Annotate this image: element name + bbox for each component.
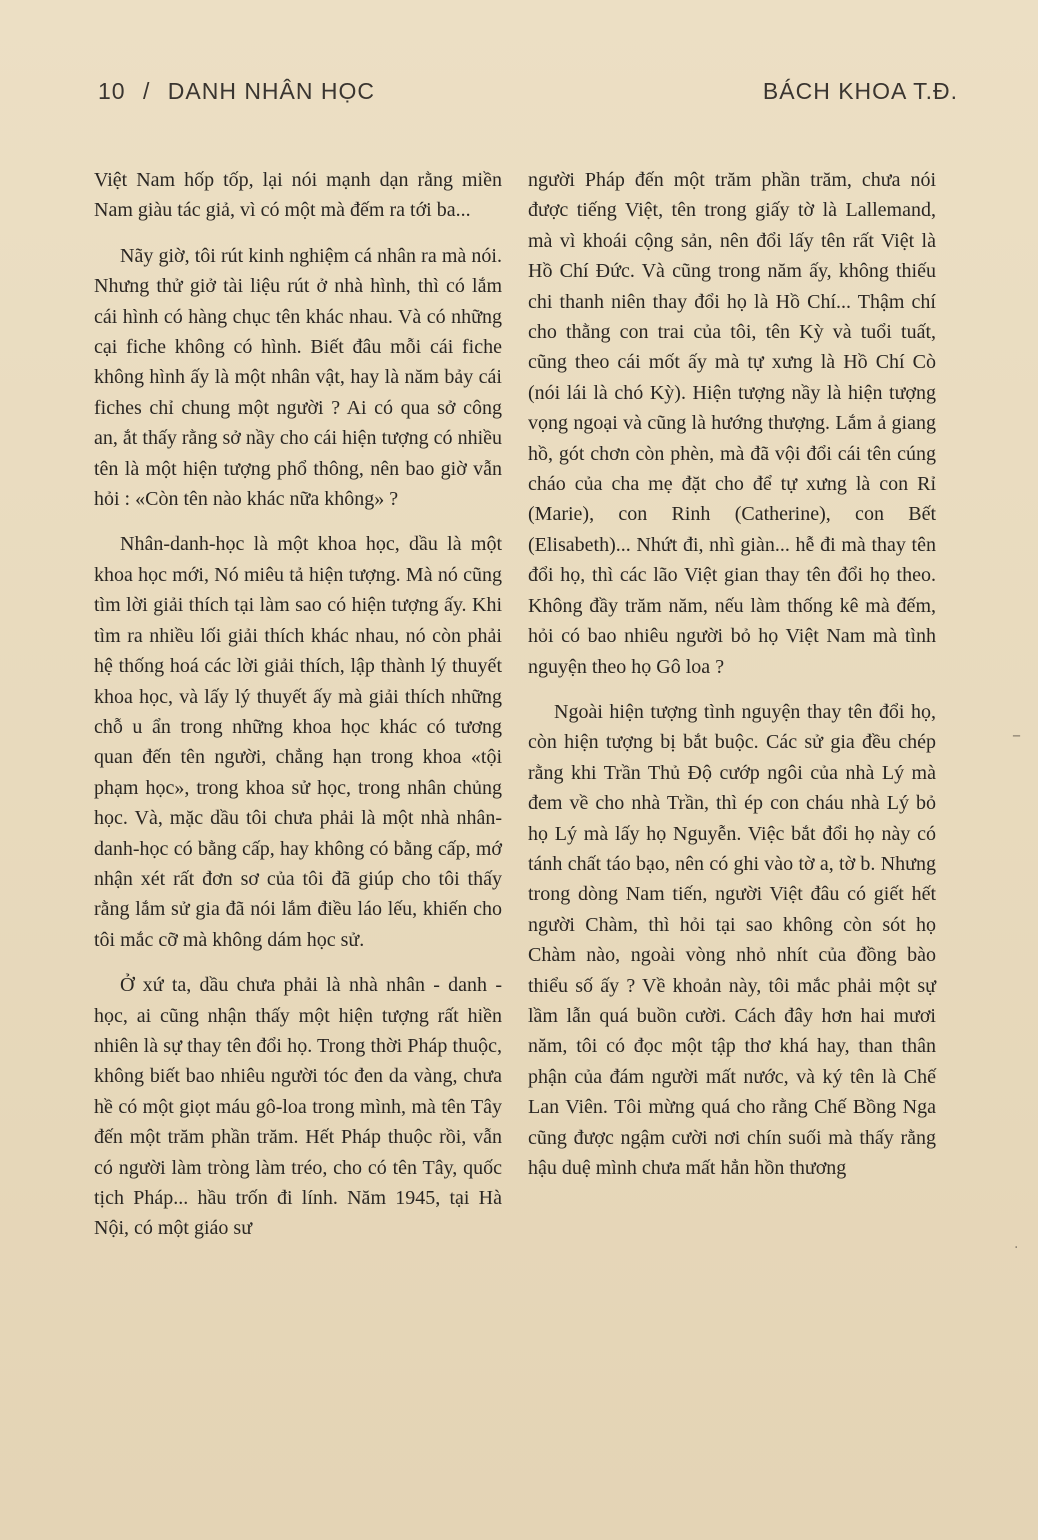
left-column xyxy=(94,165,502,1259)
paragraph: Nhân-danh-học là một khoa học, dầu là một khoa học mới, Nó miêu tả hiện tượng. Mà nó cũng tìm lời giải thích tại làm sao có hiện tượng ấy. Khi tìm ra nhiều lối giải thích khác nhau, nó còn phải hệ thống hoá các lời giải thích, lập thành lý thuyết khoa học, và lấy lý thuyết ấy mà giải thích những chỗ u ẩn trong những khoa học khác có tương quan đến tên người, chẳng hạn trong khoa «tội phạm học», trong khoa sử học, trong nhân chủng học. Và, mặc dầu tôi chưa phải là một nhà nhân-danh-học có bằng cấp, hay không có bằng cấp, mớ nhận xét rất đơn sơ của tôi đã giúp cho tôi thấy rằng lắm sử gia đã nói lắm điều láo lếu, khiến cho tôi mắc cỡ mà không dám học sử. xyxy=(94,533,502,951)
publication-title: BÁCH KHOA T.Đ. xyxy=(762,78,958,104)
paragraph: người Pháp đến một trăm phần trăm, chưa nói được tiếng Việt, tên trong giấy tờ là Lallemand, mà vì khoái cộng sản, nên đổi lấy tên rất Việt là Hồ Chí Đức. Và cũng trong năm ấy, không thiếu chi thanh niên thay đổi họ là Hồ Chí... Thậm chí cho thằng con trai của tôi, tên Kỳ và tuổi tuất, cũng theo cái mốt ấy mà tự xưng là Hồ Chí Cò (nói lái là chó Kỳ). Hiện tượng nầy là hiện tượng vọng ngoại và cũng là hướng thượng. Lắm ả giang hồ, gót chơn còn phèn, mà đã vội đổi cái tên cúng cháo của cha mẹ đặt cho để tự xưng là con Rỉ (Marie), con Rinh (Catherine), con Bết (Elisabeth)... Nhứt đi, nhì giàn... hễ đi mà thay tên đổi họ, thì các lão Việt gian thay tên đổi họ theo. Không đầy trăm năm, nếu làm thống kê mà đếm, hỏi có bao nhiêu người bỏ họ Việt Nam mà tình nguyện theo họ Gô loa ? xyxy=(528,169,936,678)
header-separator: / xyxy=(142,78,151,104)
running-header xyxy=(98,78,958,112)
margin-mark: · xyxy=(1014,1240,1019,1256)
section-title: DANH NHÂN HỌC xyxy=(167,78,375,104)
paragraph: Ở xứ ta, dầu chưa phải là nhà nhân - danh - học, ai cũng nhận thấy một hiện tượng rất hiền nhiên là sự thay tên đổi họ. Trong thời Pháp thuộc, không biết bao nhiêu người tóc đen da vàng, chưa hề có một giọt máu gô-loa trong mình, mà tên Tây đến một trăm phần trăm. Hết Pháp thuộc rồi, vẫn có người làm tròng làm tréo, cho có tên Tây, quốc tịch Pháp... hầu trốn đi lính. Năm 1945, tại Hà Nội, có một giáo sư xyxy=(94,974,502,1240)
paragraph: Việt Nam hốp tốp, lại nói mạnh dạn rằng miền Nam giàu tác giả, vì có một mà đếm ra tới ba... xyxy=(94,169,502,222)
header-left xyxy=(98,78,385,105)
margin-mark: – xyxy=(1012,725,1021,746)
paragraph: Ngoài hiện tượng tình nguyện thay tên đổi họ, còn hiện tượng bị bắt buộc. Các sử gia đều chép rằng khi Trần Thủ Độ cướp ngôi của nhà Lý mà đem về cho nhà Trần, thì ép con cháu nhà Lý bỏ họ Lý mà lấy họ Nguyễn. Việc bắt đổi họ này có tánh chất táo bạo, nên có ghi vào tờ a, tờ b. Nhưng trong dòng Nam tiến, người Việt đâu có giết hết người Chàm, thì hỏi tại sao không còn sót họ Chàm nào, ngoài vòng nhỏ nhít của đồng bào thiểu số ấy ? Về khoản này, tôi mắc phải một sự lầm lẫn quá buồn cười. Cách đây hơn hai mươi năm, tôi có đọc một tập thơ khá hay, than thân phận của đám người mất nước, và ký tên là Chế Lan Viên. Tôi mừng quá cho rằng Chế Bồng Nga cũng được ngậm cười nơi chín suối mà thấy rằng hậu duệ mình chưa mất hẳn hồn thương xyxy=(528,700,936,1179)
paragraph: Nãy giờ, tôi rút kinh nghiệm cá nhân ra mà nói. Nhưng thử giở tài liệu rút ở nhà hình, thì có lắm cái hình có hàng chục tên khác nhau. Và có những cại fiche không có hình. Biết đâu mỗi cái fiche không hình ấy là một nhân vật, hay là năm bảy cái fiches chỉ chung một người ? Ai có qua sở công an, ắt thấy rằng sở nầy cho cái hiện tượng có nhiều tên là một hiện tượng phổ thông, nên bao giờ vẫn hỏi : «Còn tên nào khác nữa không» ? xyxy=(94,244,502,511)
right-column xyxy=(528,165,936,1198)
page-number: 10 xyxy=(98,78,126,104)
